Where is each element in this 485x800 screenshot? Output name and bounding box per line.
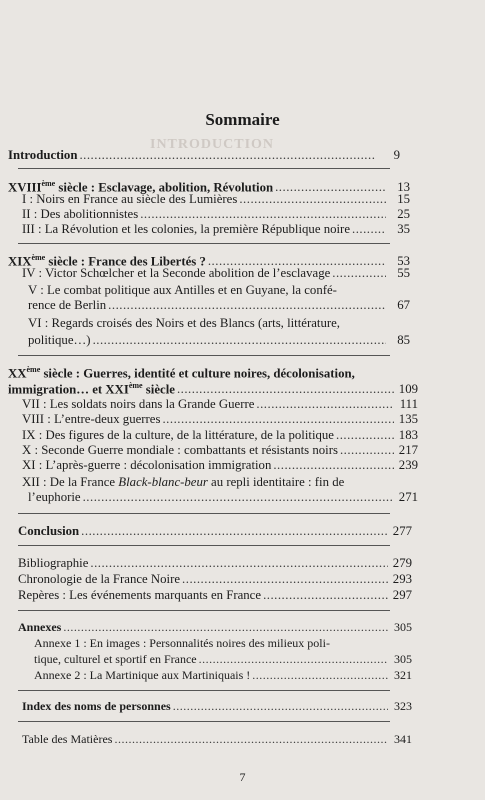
toc-entry-label: Annexe 2 : La Martinique aux Martiniquais ! [34, 668, 251, 682]
toc-entry-page: 15 [397, 192, 410, 206]
toc-entry-conclusion[interactable] [18, 524, 412, 539]
section-separator [18, 355, 390, 356]
section-heading: XVIIIème siècle : Esclavage, abolition, Révolution [8, 179, 274, 195]
leader-dots [252, 668, 388, 683]
toc-entry-page: 85 [397, 333, 410, 347]
toc-entry-label-line2: l’euphorie [28, 490, 81, 504]
leader-dots [199, 652, 388, 667]
toc-entry-label: Bibliographie [18, 556, 89, 570]
toc-entry-reperes[interactable] [18, 588, 412, 603]
toc-entry-page: 55 [397, 266, 410, 280]
toc-entry-label-line1[interactable]: V : Le combat politique aux Antilles et en Guyane, la confé- [28, 283, 337, 297]
toc-entry[interactable] [22, 222, 410, 237]
toc-entry-label-line2: rence de Berlin [28, 298, 107, 312]
leader-dots [79, 148, 376, 163]
bleed-through-text: INTRODUCTION [150, 137, 275, 152]
toc-entry-page: 341 [394, 732, 412, 746]
toc-entry[interactable] [22, 192, 410, 207]
toc-entry-page: 271 [398, 490, 418, 504]
page-title: Sommaire [205, 110, 280, 129]
toc-entry-page: 321 [394, 668, 412, 682]
toc-entry-label: II : Des abolitionnistes [22, 207, 139, 221]
leader-dots [81, 524, 388, 539]
toc-entry-page: 67 [397, 298, 410, 312]
toc-entry-label: X : Seconde Guerre mondiale : combattants et résistants noirs [22, 443, 338, 457]
leader-dots [90, 556, 388, 571]
toc-entry-label-line1[interactable]: XII : De la France Black-blanc-beur au repli identitaire : fin de [22, 475, 345, 489]
toc-entry-page: 277 [392, 524, 412, 538]
toc-section-20th-century[interactable] [8, 378, 418, 397]
toc-entry-annexe-2[interactable] [34, 668, 412, 683]
section-heading-line1[interactable]: XXème siècle : Guerres, identité et culture noires, décolonisation, [8, 365, 355, 381]
toc-entry-label: Conclusion [18, 524, 80, 538]
toc-entry-label: Introduction [8, 148, 78, 162]
toc-entry-label: Chronologie de la France Noire [18, 572, 181, 586]
toc-entry-page: 323 [394, 699, 412, 713]
toc-entry[interactable] [22, 266, 410, 281]
toc-entry-page: 135 [398, 412, 418, 426]
toc-entry-label: Index des noms de personnes [22, 699, 171, 713]
toc-entry-page: 183 [398, 428, 418, 442]
leader-dots [273, 458, 394, 473]
toc-entry-page: 109 [398, 382, 418, 397]
leader-dots [173, 699, 388, 714]
section-separator [18, 610, 390, 611]
toc-entry-label-line2: politique…) [28, 333, 91, 347]
section-separator [18, 690, 390, 691]
page-number: 7 [239, 770, 246, 784]
leader-dots [177, 382, 394, 397]
toc-entry[interactable] [28, 298, 410, 313]
toc-entry-label: VII : Les soldats noirs dans la Grande Guerre [22, 397, 255, 411]
toc-entry-page: 25 [397, 207, 410, 221]
toc-entry-label: Repères : Les événements marquants en France [18, 588, 262, 602]
toc-entry-label: Table des Matières [22, 732, 113, 746]
toc-entry-label: Annexes [18, 620, 62, 634]
toc-entry-label-line2: tique, culturel et sportif en France [34, 652, 197, 666]
leader-dots [352, 222, 386, 237]
section-heading-line2: immigration… et XXIème siècle [8, 381, 175, 397]
toc-entry-label: III : La Révolution et les colonies, la première République noire [22, 222, 350, 236]
toc-entry-page: 13 [397, 180, 410, 195]
toc-entry-index[interactable] [22, 699, 412, 714]
toc-entry-annexe-1[interactable] [34, 652, 412, 667]
section-separator [18, 721, 390, 722]
toc-entry-page: 9 [393, 148, 400, 162]
toc-entry-label: IV : Victor Schœlcher et la Seconde abolition de l’esclavage [22, 266, 331, 280]
toc-entry[interactable] [22, 397, 418, 412]
leader-dots [83, 490, 394, 505]
leader-dots [340, 443, 394, 458]
leader-dots [263, 588, 388, 603]
toc-entry-page: 305 [394, 652, 412, 666]
toc-entry[interactable] [22, 428, 418, 443]
section-heading: XIXème siècle : France des Libertés ? [8, 253, 206, 269]
leader-dots [256, 397, 394, 412]
toc-entry-page: 53 [397, 254, 410, 269]
toc-entry[interactable] [22, 443, 418, 458]
toc-entry[interactable] [28, 490, 418, 505]
toc-entry-bibliography[interactable] [18, 556, 412, 571]
leader-dots [108, 298, 386, 313]
section-separator [18, 243, 390, 244]
toc-entry[interactable] [22, 412, 418, 427]
leader-dots [93, 333, 386, 348]
toc-entry-label: I : Noirs en France au siècle des Lumières [22, 192, 238, 206]
toc-entry-label-line1[interactable]: Annexe 1 : En images : Personnalités noires des milieux poli- [34, 636, 330, 650]
leader-dots [336, 428, 394, 443]
toc-entry-annexes[interactable] [18, 620, 412, 635]
toc-entry-page: 111 [399, 397, 418, 411]
section-separator [18, 545, 390, 546]
section-separator [18, 168, 390, 169]
toc-entry-label: XI : L’après-guerre : décolonisation immigration [22, 458, 272, 472]
leader-dots [239, 192, 386, 207]
toc-entry-page: 239 [398, 458, 418, 472]
leader-dots [162, 412, 394, 427]
toc-entry-table-des-matieres[interactable] [22, 732, 412, 747]
toc-entry-introduction[interactable] [8, 148, 400, 163]
toc-entry-page: 35 [397, 222, 410, 236]
toc-entry-page: 279 [392, 556, 412, 570]
toc-entry[interactable] [28, 333, 410, 348]
toc-entry-chronology[interactable] [18, 572, 412, 587]
leader-dots [63, 620, 388, 635]
leader-dots [114, 732, 388, 747]
leader-dots [182, 572, 388, 587]
toc-entry-page: 217 [398, 443, 418, 457]
toc-entry-page: 305 [394, 620, 412, 634]
leader-dots [332, 266, 386, 281]
toc-entry-label-line1[interactable]: VI : Regards croisés des Noirs et des Blancs (arts, littérature, [28, 316, 341, 330]
toc-entry[interactable] [22, 458, 418, 473]
toc-entry-page: 297 [392, 588, 412, 602]
section-separator [18, 513, 390, 514]
toc-entry-label: IX : Des figures de la culture, de la littérature, de la politique [22, 428, 334, 442]
leader-dots [140, 207, 386, 222]
toc-entry[interactable] [22, 207, 410, 222]
toc-entry-label: VIII : L’entre-deux guerres [22, 412, 161, 426]
toc-entry-page: 293 [392, 572, 412, 586]
